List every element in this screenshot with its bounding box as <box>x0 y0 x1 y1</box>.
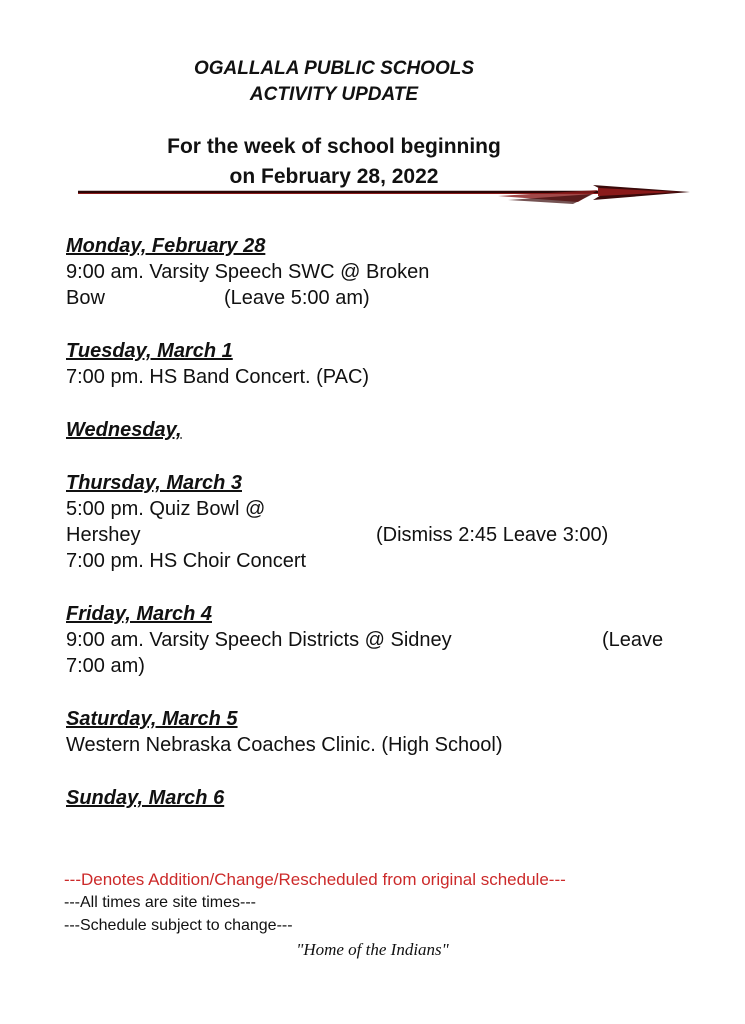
event-line: 7:00 pm. HS Choir Concert <box>66 550 307 572</box>
event-line <box>66 522 706 548</box>
event-line-part: 9:00 am. Varsity Speech Districts @ Sidney <box>66 629 452 651</box>
event-line-part: (Leave 5:00 am) <box>224 287 370 309</box>
day-title: Thursday, March 3 <box>66 472 242 494</box>
subject-to-change-note: ---Schedule subject to change--- <box>64 917 293 934</box>
day-friday <box>66 601 706 679</box>
footer-notes <box>64 868 724 937</box>
event-line-part: Hershey <box>66 524 141 546</box>
day-thursday <box>66 470 706 574</box>
day-monday <box>66 233 706 311</box>
day-title: Friday, March 4 <box>66 603 212 625</box>
event-line-part: (Dismiss 2:45 Leave 3:00) <box>376 524 609 546</box>
schedule-list <box>66 233 706 838</box>
day-tuesday <box>66 338 706 390</box>
event-line <box>66 285 706 311</box>
document-header <box>0 56 668 108</box>
event-line: 7:00 am) <box>66 655 145 677</box>
day-wednesday <box>66 417 706 443</box>
day-title: Sunday, March 6 <box>66 787 225 809</box>
document-subtitle: ACTIVITY UPDATE <box>249 84 419 105</box>
arrow-divider-icon <box>78 182 693 208</box>
site-times-note: ---All times are site times--- <box>64 894 257 911</box>
week-line-2: on February 28, 2022 <box>229 165 439 188</box>
day-title: Tuesday, March 1 <box>66 340 233 362</box>
week-line-1: For the week of school beginning <box>167 135 501 158</box>
event-line <box>66 627 706 653</box>
organization-name: OGALLALA PUBLIC SCHOOLS <box>193 58 475 79</box>
day-title: Monday, February 28 <box>66 235 266 257</box>
day-sunday <box>66 785 706 811</box>
event-line-part: (Leave <box>602 629 664 651</box>
day-saturday <box>66 706 706 758</box>
change-legend-note: ---Denotes Addition/Change/Rescheduled from original schedule--- <box>64 870 566 889</box>
day-title: Saturday, March 5 <box>66 708 238 730</box>
school-motto: "Home of the Indians" <box>296 940 449 959</box>
event-line: 7:00 pm. HS Band Concert. (PAC) <box>66 366 370 388</box>
event-line: Western Nebraska Coaches Clinic. (High School) <box>66 734 503 756</box>
day-title: Wednesday, <box>66 419 182 441</box>
event-line-part: Bow <box>66 287 105 309</box>
event-line: 5:00 pm. Quiz Bowl @ <box>66 498 266 520</box>
event-line: 9:00 am. Varsity Speech SWC @ Broken <box>66 261 430 283</box>
